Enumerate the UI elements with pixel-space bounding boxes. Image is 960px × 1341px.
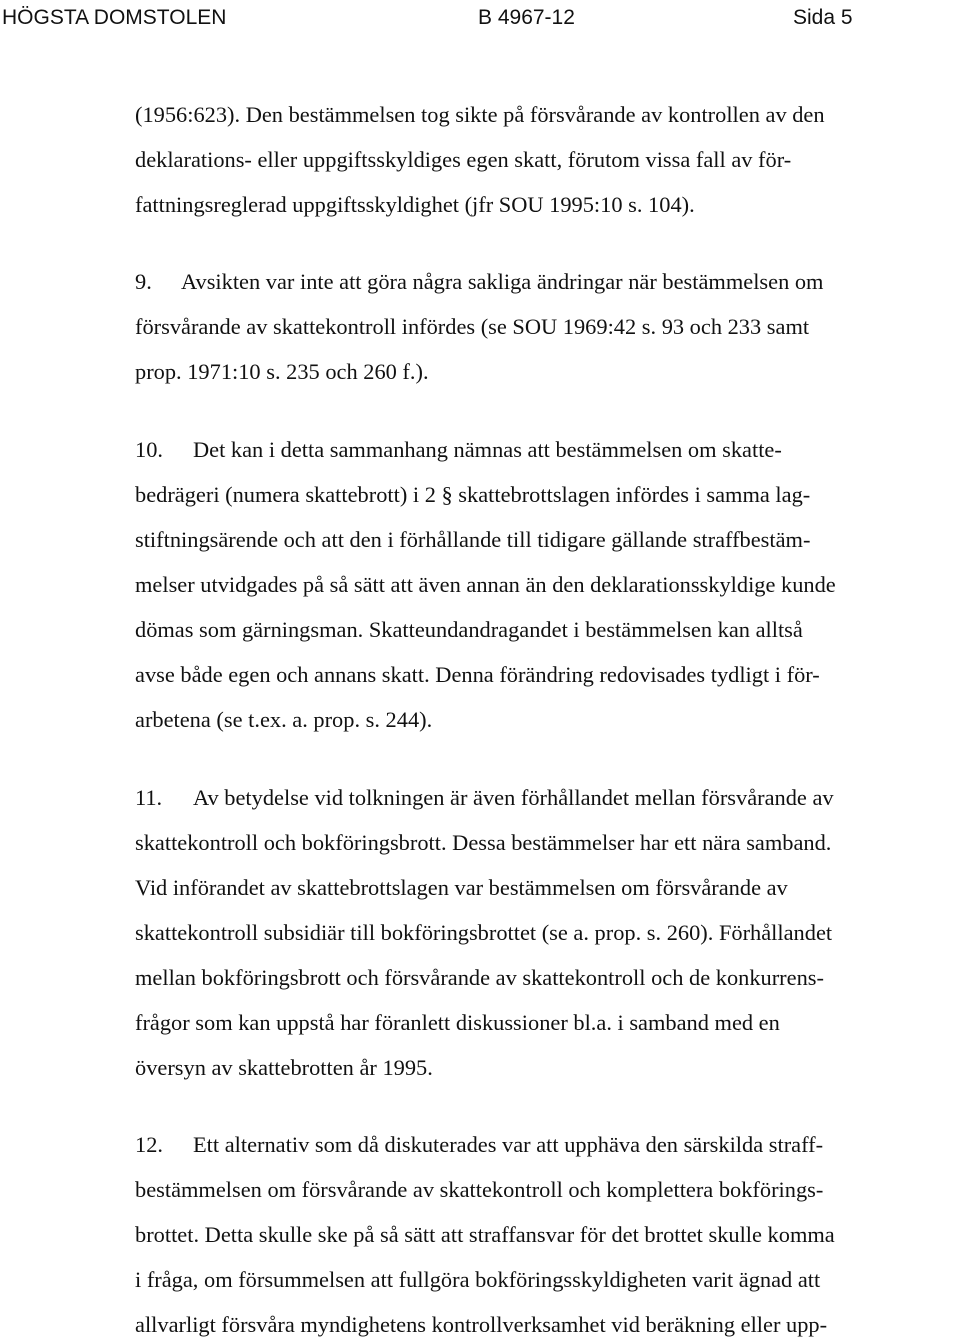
page-number: Sida 5 <box>793 6 853 29</box>
text-line: Det kan i detta sammanhang nämnas att bestämmelsen om skatte- <box>193 437 782 462</box>
text-line: Avsikten var inte att göra några sakliga ändringar när bestämmelsen om <box>181 269 824 294</box>
text-line: skattekontroll subsidiär till bokföringsbrottet (se a. prop. s. 260). Förhållandet <box>135 920 833 945</box>
text-line: Ett alternativ som då diskuterades var att upphäva den särskilda straff- <box>193 1132 824 1157</box>
text-line: bedrägeri (numera skattebrott) i 2 § skattebrottslagen infördes i samma lag- <box>135 482 811 507</box>
text-line: (1956:623). Den bestämmelsen tog sikte på försvårande av kontrollen av den <box>135 102 825 127</box>
text-line: frågor som kan uppstå har föranlett diskussioner bl.a. i samband med en <box>135 1010 780 1035</box>
text-line: avse både egen och annans skatt. Denna förändring redovisades tydligt i för- <box>135 662 820 687</box>
text-line: bestämmelsen om försvårande av skattekontroll och komplettera bokförings- <box>135 1177 824 1202</box>
court-name: HÖGSTA DOMSTOLEN <box>2 6 227 29</box>
paragraph-11-first-line <box>135 783 834 813</box>
text-line: stiftningsärende och att den i förhållande till tidigare gällande straffbestäm- <box>135 527 811 552</box>
text-line: Av betydelse vid tolkningen är även förhållandet mellan försvårande av <box>193 785 834 810</box>
text-line: deklarations- eller uppgiftsskyldiges egen skatt, förutom vissa fall av för- <box>135 147 792 172</box>
paragraph-12-first-line <box>135 1130 823 1160</box>
text-line: i fråga, om försummelsen att fullgöra bokföringsskyldigheten varit ägnad att <box>135 1267 821 1292</box>
text-line: Vid införandet av skattebrottslagen var bestämmelsen om försvårande av <box>135 875 788 900</box>
text-line: mellan bokföringsbrott och försvårande av skattekontroll och de konkurrens- <box>135 965 824 990</box>
text-line: arbetena (se t.ex. a. prop. s. 244). <box>135 707 433 732</box>
paragraph-number: 9. <box>135 269 152 294</box>
text-line: försvårande av skattekontroll infördes (se SOU 1969:42 s. 93 och 233 samt <box>135 314 810 339</box>
text-line: prop. 1971:10 s. 235 och 260 f.). <box>135 359 429 384</box>
text-line: dömas som gärningsman. Skatteundandragandet i bestämmelsen kan alltså <box>135 617 803 642</box>
paragraph-9-first-line <box>135 267 823 297</box>
page-header <box>0 3 960 33</box>
text-line: fattningsreglerad uppgiftsskyldighet (jfr SOU 1995:10 s. 104). <box>135 192 695 217</box>
paragraph-number: 10. <box>135 437 163 462</box>
paragraph-10-first-line <box>135 435 782 465</box>
text-line: översyn av skattebrotten år 1995. <box>135 1055 433 1080</box>
paragraph-number: 11. <box>135 785 163 810</box>
paragraph-number: 12. <box>135 1132 163 1157</box>
text-line: skattekontroll och bokföringsbrott. Dessa bestämmelser har ett nära samband. <box>135 830 832 855</box>
text-line: brottet. Detta skulle ske på så sätt att straffansvar för det brottet skulle komma <box>135 1222 835 1247</box>
case-number: B 4967-12 <box>478 6 575 29</box>
text-line: allvarligt försvåra myndighetens kontrollverksamhet vid beräkning eller upp- <box>135 1312 828 1337</box>
text-line: melser utvidgades på så sätt att även annan än den deklarationsskyldige kunde <box>135 572 836 597</box>
